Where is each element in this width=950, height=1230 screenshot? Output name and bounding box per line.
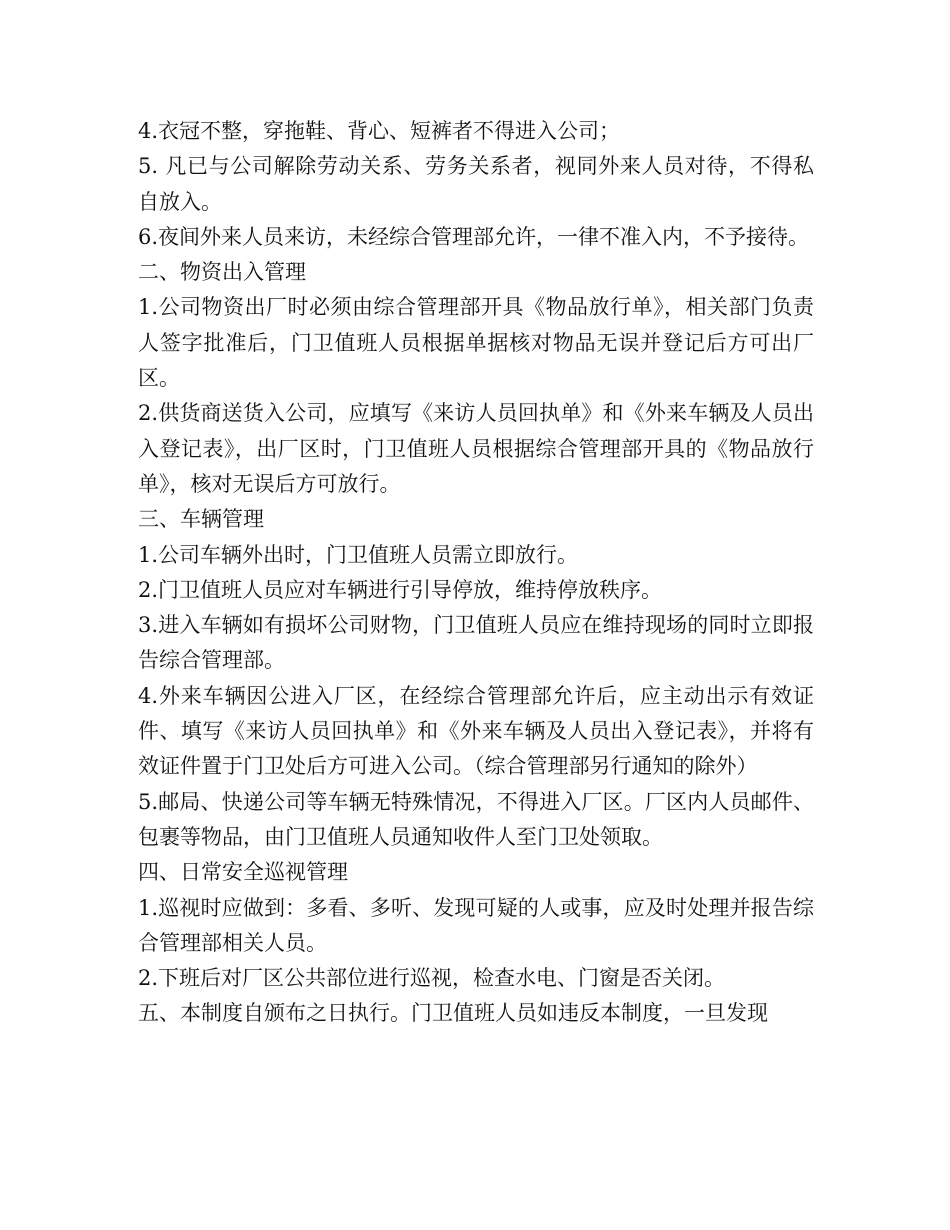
paragraph-vehicle-damage: 3.进入车辆如有损坏公司财物，门卫值班人员应在维持现场的同时立即报告综合管理部。 xyxy=(138,613,814,673)
paragraph-postal-vehicles: 5.邮局、快递公司等车辆无特殊情况，不得进入厂区。厂区内人员邮件、包裹等物品，由门卫值班人员通知收件人至门卫处领取。 xyxy=(138,789,814,849)
paragraph-attire-rule: 4.衣冠不整，穿拖鞋、背心、短裤者不得进入公司； xyxy=(138,119,621,143)
paragraph-materials-release: 1.公司物资出厂时必须由综合管理部开具《物品放行单》，相关部门负责人签字批准后，门卫值班人员根据单据核对物品无误并登记后方可出厂区。 xyxy=(138,295,814,391)
section-heading-effective-date: 五、本制度自颁布之日执行。门卫值班人员如违反本制度，一旦发现 xyxy=(138,1001,768,1026)
paragraph-after-hours-patrol: 2.下班后对厂区公共部位进行巡视，检查水电、门窗是否关闭。 xyxy=(138,966,726,991)
paragraph-parking-guidance: 2.门卫值班人员应对车辆进行引导停放，维持停放秩序。 xyxy=(138,577,663,602)
paragraph-night-visitor-rule: 6.夜间外来人员来访，未经综合管理部允许，一律不准入内，不予接待。 xyxy=(138,224,810,249)
section-heading-vehicles: 三、车辆管理 xyxy=(138,507,264,532)
paragraph-patrol-duties: 1.巡视时应做到：多看、多听、发现可疑的人或事，应及时处理并报告综合管理部相关人员。 xyxy=(138,895,814,955)
paragraph-supplier-delivery: 2.供货商送货入公司，应填写《来访人员回执单》和《外来车辆及人员出入登记表》，出厂区时，门卫值班人员根据综合管理部开具的《物品放行单》，核对无误后方可放行。 xyxy=(138,401,814,496)
paragraph-former-employee-rule: 5. 凡已与公司解除劳动关系、劳务关系者，视同外来人员对待，不得私自放入。 xyxy=(138,154,814,214)
document-body xyxy=(138,114,814,1032)
paragraph-company-vehicles: 1.公司车辆外出时，门卫值班人员需立即放行。 xyxy=(138,542,579,567)
paragraph-external-vehicles: 4.外来车辆因公进入厂区，在经综合管理部允许后，应主动出示有效证件、填写《来访人员回执单》和《外来车辆及人员出入登记表》，并将有效证件置于门卫处后方可进入公司。（综合管理部另行通知的除外） xyxy=(138,683,814,779)
section-heading-patrol: 四、日常安全巡视管理 xyxy=(138,860,348,885)
section-heading-materials: 二、物资出入管理 xyxy=(138,260,306,285)
